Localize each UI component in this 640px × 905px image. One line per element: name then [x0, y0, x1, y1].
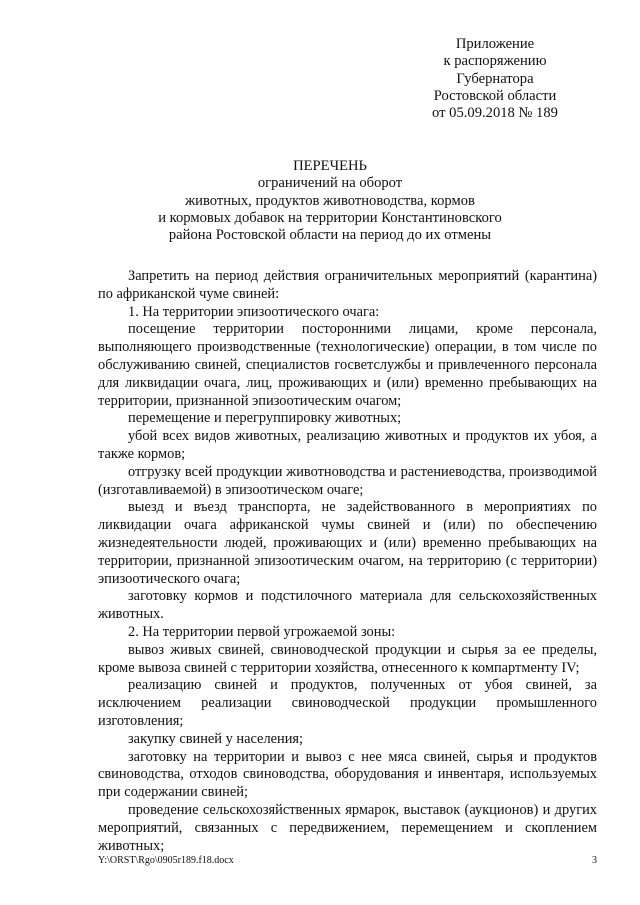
body-paragraph: убой всех видов животных, реализацию животных и продуктов их убоя, а также кормов; [98, 428, 597, 462]
body-paragraph: проведение сельскохозяйственных ярмарок, выставок (аукционов) и других мероприятий, связанных с передвижением, перемещением и скоплением животных; [98, 801, 597, 854]
body-paragraph: отгрузку всей продукции животноводства и растениеводства, производимой (изготавливаемой) в эпизоотическом очаге; [98, 463, 597, 498]
body-paragraph: перемещение и перегруппировку животных; [128, 410, 402, 427]
header-line: от 05.09.2018 № 189 [432, 105, 558, 122]
title-line: ограничений на оборот [257, 175, 403, 192]
body-paragraph: закупку свиней у населения; [128, 730, 304, 747]
header-line: Ростовской области [433, 87, 557, 104]
body-paragraph: 2. На территории первой угрожаемой зоны: [128, 623, 396, 640]
title-line: и кормовых добавок на территории Константиновского [158, 209, 502, 226]
page-footer [98, 855, 597, 867]
title-heading: ПЕРЕЧЕНЬ [293, 158, 367, 174]
body-paragraph: реализацию свиней и продуктов, полученных от убоя свиней, за исключением реализации свиноводческой продукции промышленного изготовления; [98, 677, 597, 729]
body-paragraph: 1. На территории эпизоотического очага: [128, 303, 380, 320]
page-number: 3 [592, 855, 597, 866]
document-title [100, 158, 560, 244]
body-paragraph: выезд и въезд транспорта, не задействованного в мероприятиях по ликвидации очага африканской чумы свиней и (или) по обеспечению жизнедеятельности людей, проживающих и (или) временно пребывающих на территории, признанной эпизоотическим очагом, на территорию (с территории) эпизоотического очага; [98, 499, 597, 587]
document-body [98, 268, 597, 855]
body-paragraph: вывоз живых свиней, свиноводческой продукции и сырья за ее пределы, кроме вывоза свиней с территории хозяйства, отнесенного к компартменту IV; [98, 641, 597, 676]
file-path: Y:\ORST\Rgo\0905r189.f18.docx [98, 855, 234, 866]
title-line: района Ростовской области на период до их отмены [168, 227, 492, 244]
title-line: животных, продуктов животноводства, кормов [185, 192, 475, 209]
body-paragraph: заготовку кормов и подстилочного материала для сельскохозяйственных животных. [98, 588, 597, 623]
header-line: Губернатора [456, 70, 534, 87]
header-line: к распоряжению [443, 53, 547, 70]
appendix-header [390, 36, 600, 122]
body-paragraph: посещение территории посторонними лицами, кроме персонала, выполняющего производственные (технологические) операции, в том числе по обслуживанию свиней, специалистов госветслужбы и привлеченного персонала для ликвидации очага, лиц, проживающих и (или) временно пребывающих на территории, признанной эпизоотическим очагом; [98, 321, 597, 409]
header-line: Приложение [455, 36, 535, 52]
body-paragraph: Запретить на период действия ограничительных мероприятий (карантина) по африканской чуме свиней: [98, 268, 597, 302]
body-paragraph: заготовку на территории и вывоз с нее мяса свиней, сырья и продуктов свиноводства, отходов свиноводства, оборудования и инвентаря, используемых при содержании свиней; [98, 748, 597, 801]
